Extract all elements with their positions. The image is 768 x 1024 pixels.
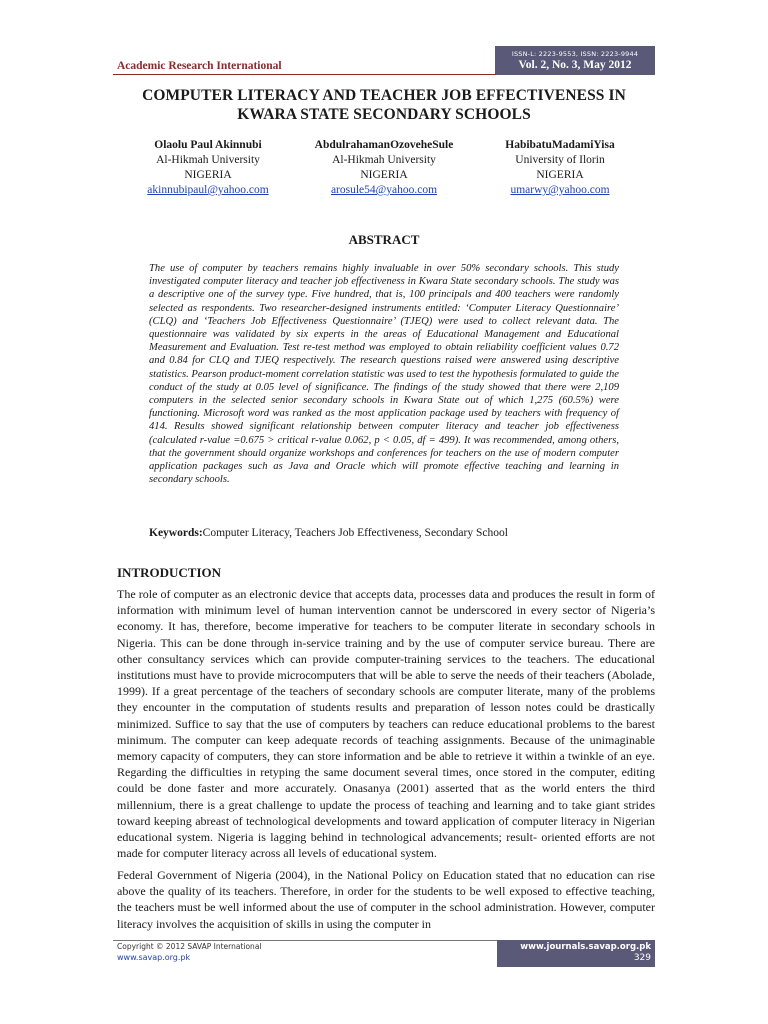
footer-box: [497, 940, 655, 967]
author-country: NIGERIA: [360, 169, 408, 181]
page-number: 329: [633, 953, 651, 963]
abstract-heading: ABSTRACT: [348, 232, 420, 247]
author-country: NIGERIA: [184, 169, 232, 181]
keywords-text: Computer Literacy, Teachers Job Effectiveness, Secondary School: [202, 527, 508, 539]
header-divider: [113, 74, 496, 75]
author-name: Olaolu Paul Akinnubi: [154, 139, 262, 151]
volume-text: Vol. 2, No. 3, May 2012: [518, 59, 632, 71]
keywords-label: Keywords:: [149, 527, 203, 539]
journals-url-link[interactable]: www.journals.savap.org.pk: [520, 942, 651, 952]
author-country: NIGERIA: [536, 169, 584, 181]
keywords-line: [149, 527, 629, 539]
author-email-link[interactable]: arosule54@yahoo.com: [330, 184, 438, 196]
issn-volume-box: [495, 46, 655, 75]
journal-name: Academic Research International: [117, 60, 282, 72]
introduction-heading: INTRODUCTION: [117, 565, 222, 580]
author-email-link[interactable]: akinnubipaul@yahoo.com: [147, 184, 269, 196]
author-block: [470, 138, 650, 198]
paper-title: COMPUTER LITERACY AND TEACHER JOB EFFECTIVENESS IN KWARA STATE SECONDARY SCHOOLS: [142, 87, 626, 123]
author-email-link[interactable]: umarwy@yahoo.com: [510, 184, 610, 196]
author-block: [118, 138, 298, 198]
author-list: [113, 138, 655, 198]
author-affiliation: University of Ilorin: [515, 154, 605, 166]
author-name: HabibatuMadamiYisa: [505, 139, 615, 151]
author-name: AbdulrahamanOzoveheSule: [314, 139, 454, 151]
body-paragraph: Federal Government of Nigeria (2004), in the National Policy on Education stated that no education can rise above the quality of its teachers. Therefore, in order for the students to be well exposed to effective teaching, the teachers must be well informed about the use of computer in the school administration. However, computer literacy involves the acquisition of skills in using the computer in: [117, 868, 655, 931]
author-block: [294, 138, 474, 198]
abstract-text: The use of computer by teachers remains highly invaluable in over 50% secondary schools. This study investigated computer literacy and teacher job effectiveness in Kwara State secondary schools. The study was a descriptive one of the survey type. Five hundred, that is, 100 principals and 400 teachers were randomly selected as respondents. Two researcher-designed instruments entitled: ‘Computer Literacy Questionnaire’ (CLQ) and ‘Teachers Job Effectiveness Questionnaire’ (TJEQ) were used to collect relevant data. The questionnaire was validated by six experts in the areas of Educational Management and Educational Measurement and Evaluation. Test re-test method was employed to obtain reliability coefficient values 0.72 and 0.84 for CLQ and TJEQ respectively. The research questions raised were answered using descriptive statistics. Pearson product-moment correlation statistic was used to test the hypothesis formulated to guide the conduct of the study at 0.05 level of significance. The findings of the study showed that there were 2,109 computers in the selected senior secondary schools in Kwara State out of which 1,275 (60.5%) were functioning. Microsoft word was ranked as the most application package used by teachers with frequency of 414. Results showed significant relationship between computer literacy and teacher job effectiveness (calculated r-value =0.675 > critical r-value 0.062, p < 0.05, df = 499). It was recommended, among others, that the government should organize workshops and conferences for teachers on the use of modern computer application packages such as Java and Oracle which will promote effective teaching and learning in secondary schools.: [149, 263, 619, 486]
body-paragraph: The role of computer as an electronic device that accepts data, processes data and produces the result in form of information with minimum level of human intervention cannot be underscored in every sector of Nigeria’s economy. It has, therefore, become imperative for teachers to be computer literate in secondary schools in Nigeria. This can be done through in-service training and by the use of computer service bureau. There are other consultancy services which can provide computer-training services to the teachers. The educational institutions must have to provide microcomputers that will be able to serve the needs of their teachers (Abolade, 1999). If a great percentage of the teachers of secondary schools are computer literate, many of the problems they encounter in the computation of students results and preparation of lesson notes could be drastically minimized. Suffice to say that the use of computers by teachers can reduce educational problems to the barest minimum. The computer can keep adequate records of teaching assignments. Because of the unimaginable memory capacity of computers, they can store information and be able to retrieve it within a twinkle of an eye. Regarding the difficulties in retyping the same document several times, once stored in the computer, editing could be done faster and more accurately. Onasanya (2001) asserted that as the world enters the third millennium, there is a great challenge to update the process of teaching and learning and to take giant strides toward keeping abreast of technological developments and toward application of computer literacy in Nigerian educational system. Nigeria is lagging behind in technological advancements; result- oriented efforts are not made for computer literacy across all levels of educational system.: [117, 587, 655, 861]
issn-text: ISSN-L: 2223-9553, ISSN: 2223-9944: [511, 50, 639, 58]
author-affiliation: Al-Hikmah University: [156, 154, 260, 166]
copyright-text: Copyright © 2012 SAVAP International: [117, 942, 262, 951]
author-affiliation: Al-Hikmah University: [332, 154, 436, 166]
site-link[interactable]: www.savap.org.pk: [117, 953, 191, 962]
